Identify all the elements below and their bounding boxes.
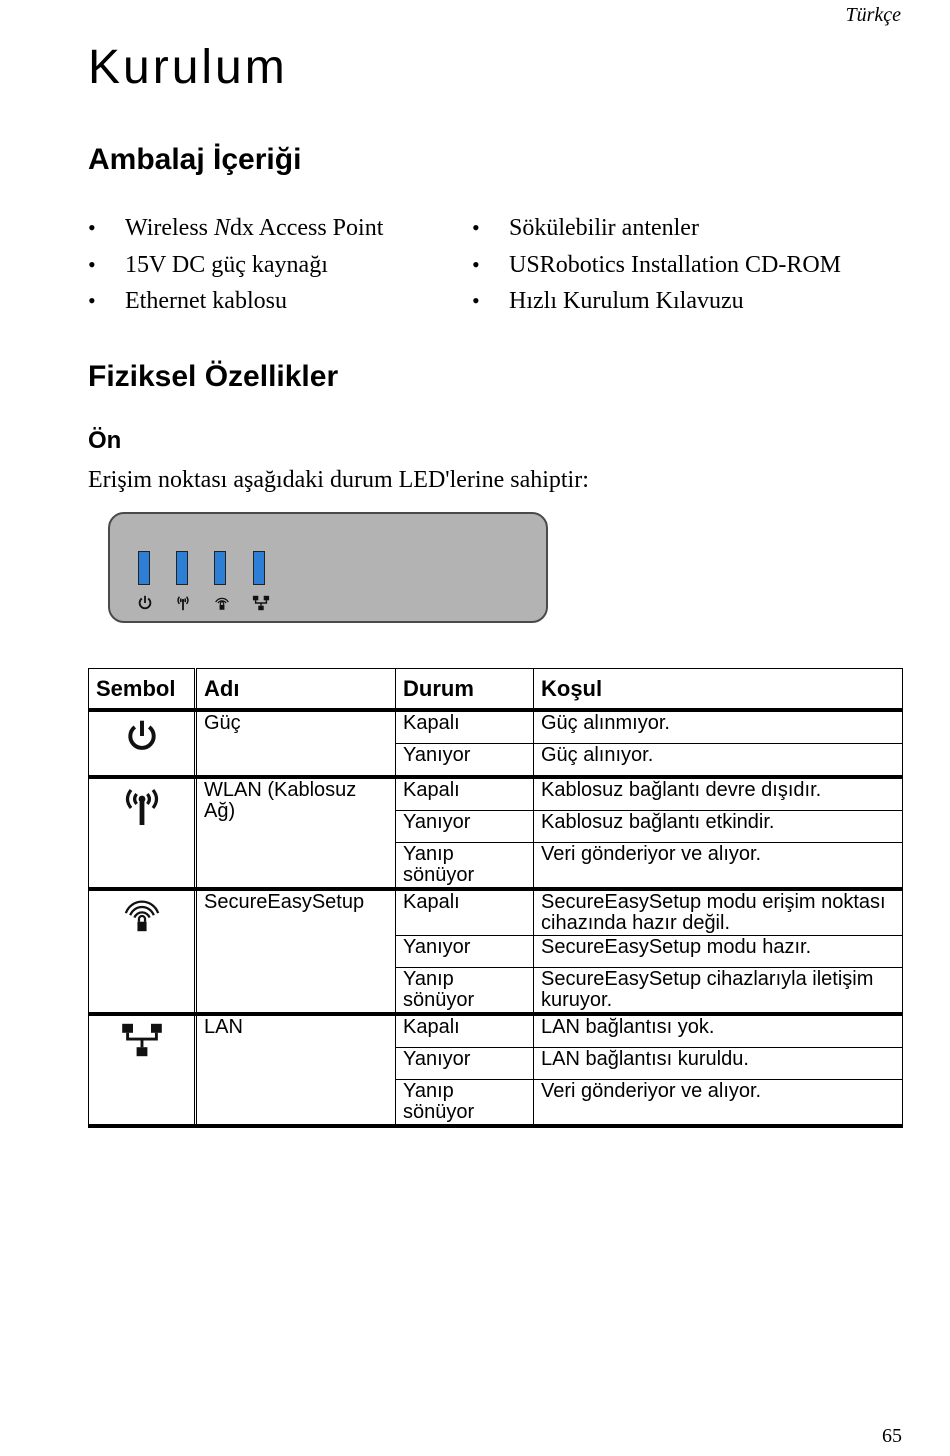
- col-header-condition: Koşul: [534, 669, 903, 711]
- col-header-status: Durum: [396, 669, 534, 711]
- wlan-group: [89, 777, 903, 889]
- table-row: [89, 710, 903, 744]
- page-number: 65: [882, 1425, 902, 1447]
- package-list-left: [88, 210, 383, 320]
- status-cell: Yanıyor: [396, 744, 534, 778]
- table-row: [89, 889, 903, 936]
- page-title: Kurulum: [88, 41, 288, 94]
- language-label: Türkçe: [845, 4, 901, 26]
- status-cell: Yanıp sönüyor: [396, 1080, 534, 1127]
- name-cell: WLAN (Kablosuz Ağ): [196, 777, 396, 889]
- table-row: [89, 777, 903, 811]
- condition-cell: LAN bağlantısı yok.: [534, 1014, 903, 1048]
- symbol-cell: [89, 710, 196, 777]
- name-cell: SecureEasySetup: [196, 889, 396, 1014]
- condition-cell: SecureEasySetup modu erişim noktası cihazında hazır değil.: [534, 889, 903, 936]
- status-cell: Yanıyor: [396, 1048, 534, 1080]
- secure-easy-setup-icon: [123, 897, 161, 935]
- intro-text: Erişim noktası aşağıdaki durum LED'lerine sahiptir:: [88, 467, 589, 493]
- list-item: • Sökülebilir antenler: [472, 210, 841, 247]
- lan-icon: [120, 1022, 164, 1058]
- lan-icon: [252, 594, 270, 612]
- symbol-cell: [89, 1014, 196, 1126]
- condition-cell: SecureEasySetup modu hazır.: [534, 936, 903, 968]
- package-list-right: [472, 210, 841, 320]
- secure-easy-setup-icon: [213, 594, 231, 612]
- name-cell: Güç: [196, 710, 396, 777]
- wlan-led: [176, 551, 188, 585]
- power-group: [89, 710, 903, 777]
- list-item: • USRobotics Installation CD-ROM: [472, 247, 841, 284]
- list-item: • 15V DC güç kaynağı: [88, 247, 383, 284]
- status-cell: Kapalı: [396, 777, 534, 811]
- condition-cell: Veri gönderiyor ve alıyor.: [534, 1080, 903, 1127]
- status-cell: Yanıp sönüyor: [396, 843, 534, 890]
- condition-cell: Kablosuz bağlantı devre dışıdır.: [534, 777, 903, 811]
- status-cell: Yanıyor: [396, 936, 534, 968]
- status-cell: Kapalı: [396, 1014, 534, 1048]
- symbol-cell: [89, 777, 196, 889]
- package-contents-heading: Ambalaj İçeriği: [88, 143, 302, 176]
- condition-cell: LAN bağlantısı kuruldu.: [534, 1048, 903, 1080]
- status-cell: Yanıyor: [396, 811, 534, 843]
- name-cell: LAN: [196, 1014, 396, 1126]
- status-cell: Kapalı: [396, 710, 534, 744]
- table-row: [89, 1014, 903, 1048]
- table-header-row: [89, 669, 903, 711]
- condition-cell: Güç alınıyor.: [534, 744, 903, 778]
- lan-group: [89, 1014, 903, 1126]
- col-header-symbol: Sembol: [89, 669, 196, 711]
- condition-cell: Veri gönderiyor ve alıyor.: [534, 843, 903, 890]
- condition-cell: Güç alınmıyor.: [534, 710, 903, 744]
- condition-cell: Kablosuz bağlantı etkindir.: [534, 811, 903, 843]
- lan-led: [253, 551, 265, 585]
- secure-easy-setup-led: [214, 551, 226, 585]
- secure-easy-setup-group: [89, 889, 903, 1014]
- status-cell: Yanıp sönüyor: [396, 968, 534, 1015]
- front-heading: Ön: [88, 427, 122, 454]
- list-item: • Ethernet kablosu: [88, 283, 383, 320]
- list-item: • Wireless Ndx Access Point: [88, 210, 383, 247]
- physical-features-heading: Fiziksel Özellikler: [88, 360, 339, 393]
- led-status-table: [88, 668, 903, 1128]
- device-front-panel: [108, 512, 548, 623]
- symbol-cell: [89, 889, 196, 1014]
- condition-cell: SecureEasySetup cihazlarıyla iletişim kuruyor.: [534, 968, 903, 1015]
- power-icon: [124, 718, 160, 754]
- wlan-icon: [122, 785, 162, 829]
- col-header-name: Adı: [196, 669, 396, 711]
- list-item: • Hızlı Kurulum Kılavuzu: [472, 283, 841, 320]
- status-cell: Kapalı: [396, 889, 534, 936]
- wlan-icon: [174, 594, 192, 612]
- power-led: [138, 551, 150, 585]
- power-icon: [136, 594, 154, 612]
